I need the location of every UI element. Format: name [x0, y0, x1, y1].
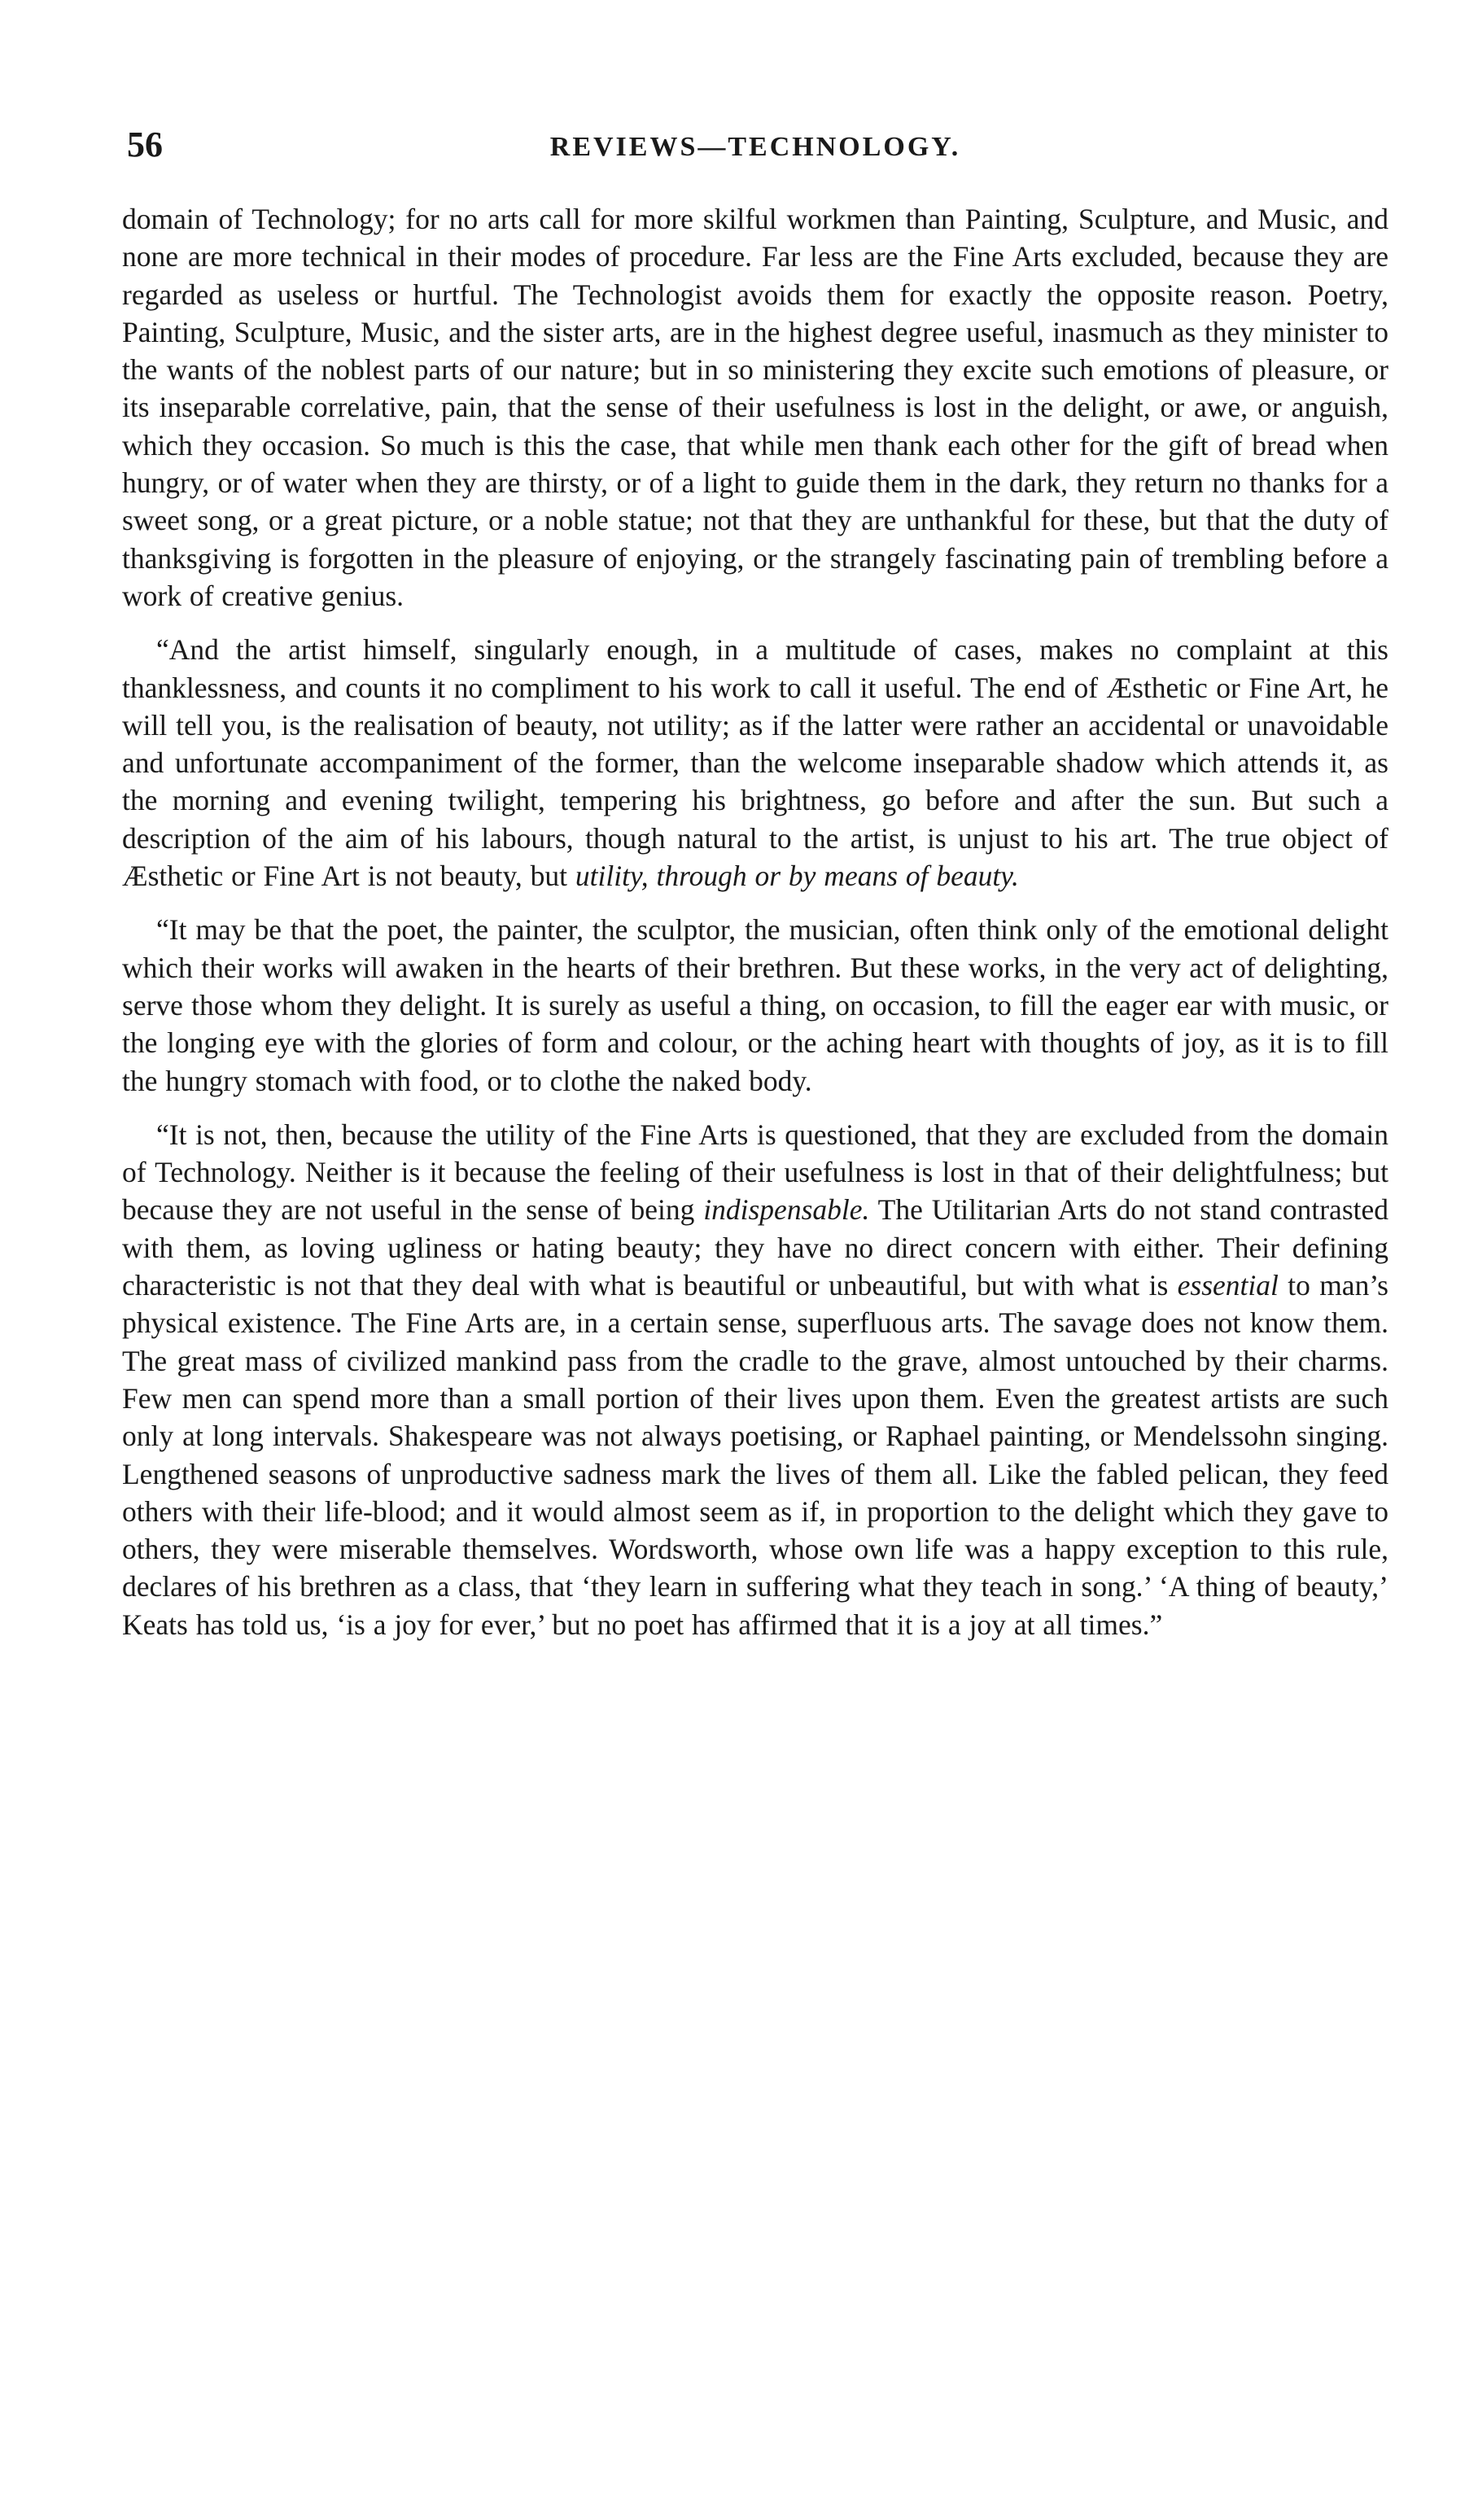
page-header	[122, 122, 1388, 171]
italic-word: essential	[1177, 1269, 1279, 1302]
text-segment: “It may be that the poet, the painter, the sculptor, the musician, often think only of the emotional delight which their works will awaken in the hearts of their brethren. But these works, in the very act of delighting, serve those whom they delight. It is surely as useful a thing, on occasion, to fill the eager ear with music, or the longing eye with the glories of form and colour, or the aching heart with thoughts of joy, as it is to fill the hungry stomach with food, or to clothe the naked body.	[122, 913, 1388, 1097]
book-page	[122, 122, 1388, 1660]
text-segment: to man’s physical existence. The Fine Arts are, in a certain sense, superfluous arts. The savage does not know them. The great mass of civilized mankind pass from the cradle to the grave, almost untouched by their charms. Few men can spend more than a small portion of their lives upon them. Even the greatest artists are such only at long intervals. Shakespeare was not always poetising, or Raphael painting, or Mendelssohn singing. Lengthened seasons of unproductive sadness mark the lives of them all. Like the fabled pelican, they feed others with their life-blood; and it would almost seem as if, in proportion to the delight which they gave to others, they were miserable themselves. Wordsworth, whose own life was a happy exception to this rule, declares of his brethren as a class, that ‘they learn in suffering what they teach in song.’ ‘A thing of beauty,’ Keats has told us, ‘is a joy for ever,’ but no poet has affirmed that it is a joy at all times.”	[122, 1269, 1388, 1641]
text-segment: “It is not, then, because the utility of the Fine Arts is questioned, that they are excluded from the domain of Technology. Neither is it because the feeling of their usefulness is lost in that of their delightfulness; but because they are not useful in the sense of being	[122, 1118, 1388, 1227]
italic-phrase: utility, through or by means of beauty.	[575, 860, 1019, 893]
text-segment: The Utilitarian Arts do not stand contrasted with them, as loving ugliness or hating beauty; they have no direct concern with either. Their defining characteristic is not that they deal with what is beautiful or unbeautiful, but with what is	[122, 1193, 1389, 1302]
running-head: REVIEWS—TECHNOLOGY.	[549, 132, 961, 162]
text-segment: “And the artist himself, singularly enough, in a multitude of cases, makes no complaint at this thanklessness, and counts it no compliment to his work to call it useful. The end of Æsthetic or Fine Art, he will tell you, is the realisation of beauty, not utility; as if the latter were rather an accidental or unavoidable and unfortunate accompaniment of the former, than the welcome inseparable shadow which attends it, as the morning and evening twilight, tempering his brightness, go before and after the sun. But such a description of the aim of his labours, though natural to the artist, is unjust to his art. The true object of Æsthetic or Fine Art is not beauty, but	[122, 633, 1388, 893]
paragraph-fine-arts-excluded	[122, 1116, 1388, 1643]
paragraph-aesthetic-art	[122, 631, 1388, 895]
text-segment: domain of Technology; for no arts call for more skilful workmen than Painting, Sculpture, and Music, and none are more technical in their modes of procedure. Far less are the Fine Arts excluded, because they are regarded as useless or hurtful. The Technologist avoids them for exactly the opposite reason. Poetry, Painting, Sculpture, Music, and the sister arts, are in the highest degree useful, inasmuch as they minister to the wants of the noblest parts of our nature; but in so ministering they excite such emotions of pleasure, or its inseparable correlative, pain, that the sense of their usefulness is lost in the delight, or awe, or anguish, which they occasion. So much is this the case, that while men thank each other for the gift of bread when hungry, or of water when they are thirsty, or of a light to guide them in the dark, they return no thanks for a sweet song, or a great picture, or a noble statue; not that they are unthankful for these, but that the duty of thanksgiving is forgotten in the pleasure of enjoying, or the strangely fascinating pain of trembling before a work of creative genius.	[122, 203, 1388, 612]
paragraph-poet-painter	[122, 911, 1388, 1099]
italic-word: indispensable.	[703, 1193, 870, 1227]
page-number: 56	[127, 125, 163, 164]
paragraph-continuation	[122, 200, 1388, 615]
